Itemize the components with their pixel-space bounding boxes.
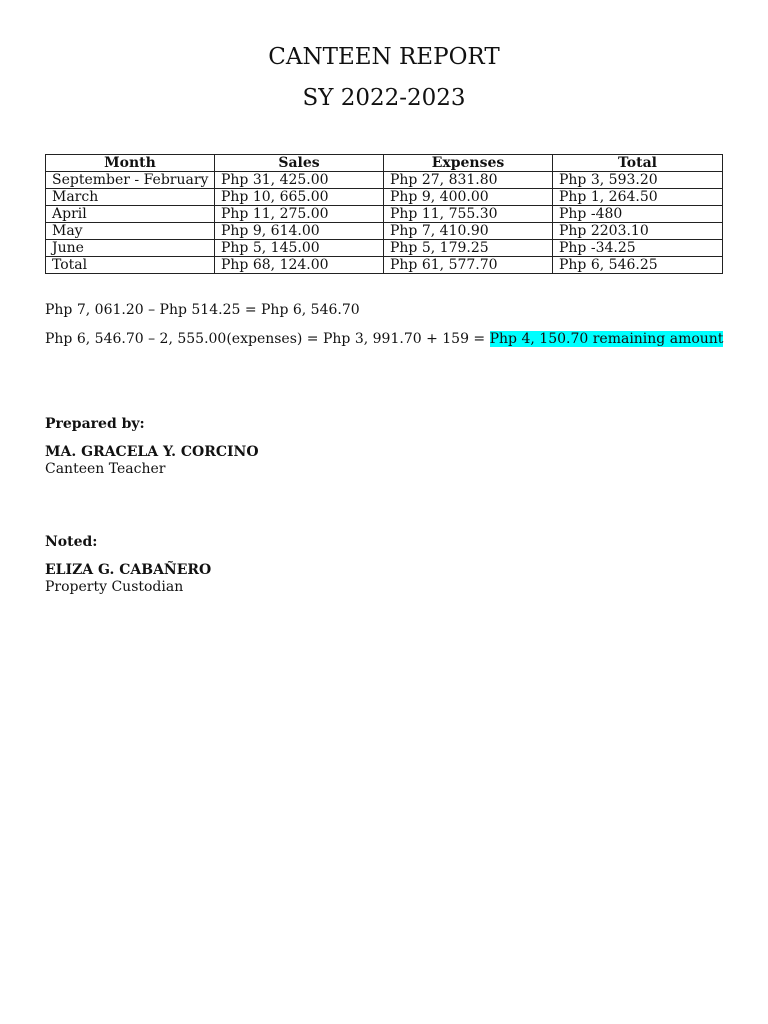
cell-expenses: Php 11, 755.30: [384, 206, 553, 223]
table-total-row: [46, 257, 723, 274]
cell-month: May: [46, 223, 215, 240]
noted-by-name: ELIZA G. CABAÑERO: [45, 562, 212, 578]
cell-month: Total: [46, 257, 215, 274]
canteen-report-table: [45, 154, 723, 274]
cell-month: March: [46, 189, 215, 206]
page-subtitle: SY 2022-2023: [302, 85, 466, 111]
cell-month: April: [46, 206, 215, 223]
remaining-amount-highlight: Php 4, 150.70 remaining amount: [489, 331, 724, 347]
computation-line-2-text: Php 6, 546.70 – 2, 555.00(expenses) = Php 3, 991.70 + 159 =: [45, 331, 490, 347]
computation-line-1: Php 7, 061.20 – Php 514.25 = Php 6, 546.70: [45, 302, 360, 318]
table-header-row: [46, 155, 723, 172]
cell-sales: Php 68, 124.00: [215, 257, 384, 274]
noted-by-role: Property Custodian: [45, 579, 184, 595]
table-row: [46, 223, 723, 240]
cell-sales: Php 10, 665.00: [215, 189, 384, 206]
prepared-by-name: MA. GRACELA Y. CORCINO: [45, 444, 259, 460]
cell-total: Php 3, 593.20: [553, 172, 723, 189]
cell-sales: Php 31, 425.00: [215, 172, 384, 189]
cell-total: Php -480: [553, 206, 723, 223]
cell-sales: Php 9, 614.00: [215, 223, 384, 240]
column-header-month: Month: [46, 155, 215, 172]
cell-sales: Php 5, 145.00: [215, 240, 384, 257]
cell-expenses: Php 5, 179.25: [384, 240, 553, 257]
cell-total: Php -34.25: [553, 240, 723, 257]
noted-label: Noted:: [45, 534, 98, 550]
column-header-total: Total: [553, 155, 723, 172]
cell-expenses: Php 7, 410.90: [384, 223, 553, 240]
cell-month: June: [46, 240, 215, 257]
table-row: [46, 172, 723, 189]
column-header-sales: Sales: [215, 155, 384, 172]
prepared-by-label: Prepared by:: [45, 416, 145, 432]
cell-expenses: Php 61, 577.70: [384, 257, 553, 274]
prepared-by-role: Canteen Teacher: [45, 461, 166, 477]
column-header-expenses: Expenses: [384, 155, 553, 172]
computation-line-2: [45, 331, 723, 347]
cell-total: Php 6, 546.25: [553, 257, 723, 274]
cell-total: Php 2203.10: [553, 223, 723, 240]
cell-sales: Php 11, 275.00: [215, 206, 384, 223]
page-title: CANTEEN REPORT: [268, 44, 500, 70]
cell-month: September - February: [46, 172, 215, 189]
table-row: [46, 240, 723, 257]
cell-total: Php 1, 264.50: [553, 189, 723, 206]
table-row: [46, 206, 723, 223]
table-row: [46, 189, 723, 206]
cell-expenses: Php 27, 831.80: [384, 172, 553, 189]
cell-expenses: Php 9, 400.00: [384, 189, 553, 206]
